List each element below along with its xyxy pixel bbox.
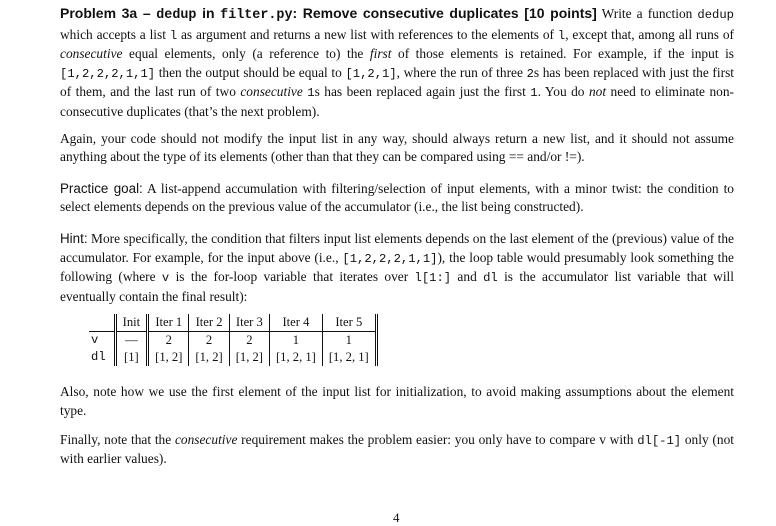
text: Write a function [596,6,698,21]
emphasis: first [369,46,392,62]
text: Finally, note that the [60,431,175,447]
text: , where the run of three [396,64,527,80]
text: and [451,269,484,285]
table-cell: 2 [148,332,189,350]
text: of those elements is retained. For example, if the input is [391,46,734,62]
table-cell: [1, 2, 1] [322,349,376,366]
code: l [557,28,566,43]
table-cell: 2 [229,332,269,350]
code: dedup [697,8,734,22]
consecutive-note-paragraph [60,431,734,469]
table-cell: [1, 2] [229,349,269,366]
header-cell: Iter 3 [229,314,269,332]
emphasis: consecutive [240,84,303,100]
row-label-v: v [91,333,99,348]
hint-paragraph [60,230,734,306]
text: equal elements, only (a reference to) the [122,46,370,62]
text: as argument and returns a new list with references to the elements of [177,26,558,42]
practice-goal-paragraph [60,180,734,217]
table-header-row [89,314,376,332]
text: s has been replaced with just the first of them, and the last run of two [60,64,734,100]
code: 2 [526,66,534,81]
heading-in: in [196,5,221,21]
table-cell: 1 [322,332,376,350]
initialization-note-paragraph: Also, note how we use the first element of the input list for initialization, to avoid making assumptions about the element type. [60,384,734,418]
table-row-dl [89,349,376,366]
emphasis: consecutive [60,46,123,62]
emphasis: consecutive [174,431,238,447]
loop-table [89,314,378,366]
table-cell: 2 [189,332,229,350]
header-cell: Iter 4 [269,314,322,332]
text: is the for-loop variable that iterates over [169,269,415,285]
table-cell: — [115,332,148,350]
code: [1,2,2,2,1,1] [342,251,438,266]
text: which accepts a list [60,26,170,42]
text: is the accumulator list variable that will eventually contain the final result): [60,269,734,304]
text: need to eliminate non-consecutive duplicates (that’s the next problem). [60,84,735,119]
heading-suffix: : Remove consecutive duplicates [10 points] [292,5,597,21]
heading-func: dedup [156,8,197,23]
table-cell: 1 [269,332,322,350]
header-cell: Init [115,314,148,332]
heading-file: filter.py [220,8,293,23]
problem-paragraph [60,4,734,122]
requirements-paragraph: Again, your code should not modify the input list in any way, should always return a new list, and it should not assume anything about the type of its elements (other than that they can be compared using == and/or !=). [60,130,734,165]
heading-prefix: Problem 3a – [60,5,157,21]
text: s has been replaced again just the first [314,84,531,100]
text: requirement makes the problem easier: you only have to compare v with [237,431,638,447]
table-cell: [1] [115,349,148,366]
table-cell: [1, 2] [148,349,189,366]
corner-cell [89,314,115,332]
text: ), the loop table would presumably look something the following (where [60,249,734,285]
code: [1,2,1] [345,66,397,81]
page-number: 4 [393,510,400,525]
text: More specifically, the condition that filters input list elements depends on the last element of the (previous) value of the accumulator. For example, for the input above (i.e., [60,230,734,265]
code: dl[-1] [637,433,682,448]
code: 1 [530,86,538,101]
code: [1,2,2,2,1,1] [60,66,156,81]
code: dl [483,271,498,286]
practice-goal-text: A list-append accumulation with filtering/selection of input elements, with a minor twist: the condition to select elements depends on the previous value of the accumulator (i.e., the list being constructed). [60,180,734,215]
document-page [60,4,734,469]
row-label-dl: dl [91,350,106,365]
table-cell: [1, 2] [189,349,229,366]
text: , except that, among all runs of [565,26,734,42]
table-row-v [89,332,376,350]
code: v [161,271,170,286]
emphasis: not [588,84,607,100]
table-cell: [1, 2, 1] [269,349,322,366]
code: l[1:] [414,271,452,286]
header-cell: Iter 2 [189,314,229,332]
problem-heading [60,5,597,21]
header-cell: Iter 1 [148,314,189,332]
hint-label: Hint: [60,230,88,246]
text: then the output should be equal to [155,64,346,80]
code: 1 [307,86,315,101]
text: . You do [537,84,589,100]
header-cell: Iter 5 [322,314,376,332]
practice-goal-label: Practice goal: [60,180,143,196]
code: l [169,28,178,43]
text: only (not with earlier values). [60,431,734,467]
